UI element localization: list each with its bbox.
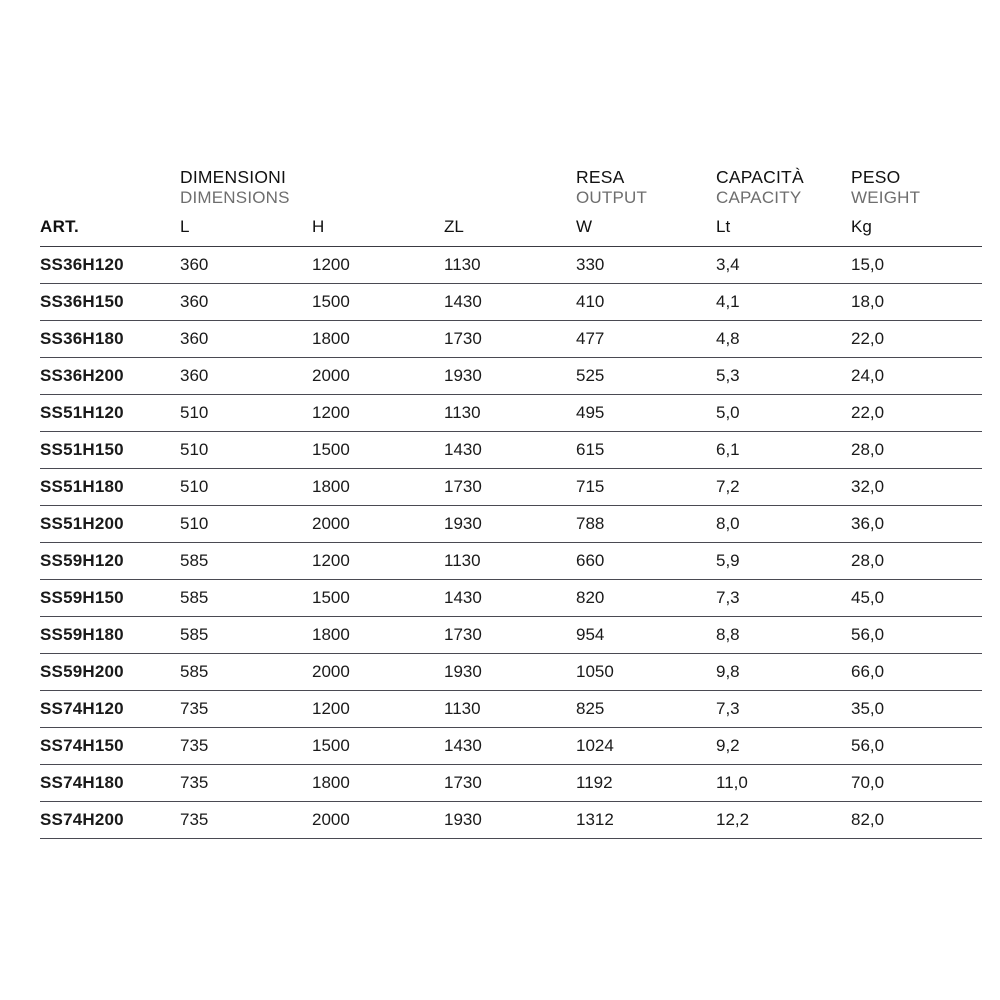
column-header-l: L — [180, 216, 190, 236]
cell-l: 735 — [180, 764, 312, 801]
cell-h: 1800 — [312, 616, 444, 653]
cell-h: 1500 — [312, 579, 444, 616]
cell-l: 510 — [180, 394, 312, 431]
cell-h: 1800 — [312, 764, 444, 801]
cell-kg: 22,0 — [851, 320, 982, 357]
cell-h: 2000 — [312, 801, 444, 838]
group-label-it: PESO — [851, 167, 901, 187]
cell-w: 495 — [576, 394, 716, 431]
cell-lt: 4,1 — [716, 283, 851, 320]
cell-kg: 28,0 — [851, 542, 982, 579]
cell-art: SS36H200 — [40, 357, 180, 394]
column-header-art: ART. — [40, 216, 79, 236]
cell-lt: 4,8 — [716, 320, 851, 357]
cell-art: SS74H120 — [40, 690, 180, 727]
cell-zl: 1930 — [444, 653, 576, 690]
group-header-peso — [851, 168, 982, 217]
cell-lt: 3,4 — [716, 246, 851, 283]
table-row — [40, 579, 982, 616]
cell-l: 585 — [180, 653, 312, 690]
cell-lt: 5,9 — [716, 542, 851, 579]
group-header-capacita — [716, 168, 851, 217]
cell-zl: 1930 — [444, 357, 576, 394]
table-header — [40, 168, 982, 246]
group-header-empty — [40, 168, 180, 217]
cell-art: SS74H150 — [40, 727, 180, 764]
cell-lt: 7,3 — [716, 579, 851, 616]
cell-kg: 22,0 — [851, 394, 982, 431]
table-row — [40, 357, 982, 394]
cell-kg: 28,0 — [851, 431, 982, 468]
group-header-row — [40, 168, 982, 217]
cell-lt: 8,0 — [716, 505, 851, 542]
cell-w: 477 — [576, 320, 716, 357]
group-label-en: CAPACITY — [716, 187, 802, 207]
cell-h: 1200 — [312, 542, 444, 579]
cell-l: 735 — [180, 801, 312, 838]
cell-art: SS36H150 — [40, 283, 180, 320]
table-row — [40, 320, 982, 357]
group-header-dimensioni — [180, 168, 576, 217]
column-header-w: W — [576, 216, 593, 236]
cell-zl: 1130 — [444, 394, 576, 431]
cell-zl: 1430 — [444, 283, 576, 320]
cell-h: 1200 — [312, 246, 444, 283]
cell-w: 1024 — [576, 727, 716, 764]
cell-lt: 6,1 — [716, 431, 851, 468]
cell-l: 360 — [180, 320, 312, 357]
group-label-en: DIMENSIONS — [180, 187, 290, 207]
cell-l: 735 — [180, 690, 312, 727]
cell-w: 1312 — [576, 801, 716, 838]
cell-zl: 1930 — [444, 505, 576, 542]
cell-w: 410 — [576, 283, 716, 320]
column-header-row — [40, 217, 982, 247]
cell-kg: 56,0 — [851, 616, 982, 653]
cell-art: SS59H120 — [40, 542, 180, 579]
cell-kg: 45,0 — [851, 579, 982, 616]
cell-lt: 7,3 — [716, 690, 851, 727]
cell-l: 585 — [180, 542, 312, 579]
cell-l: 585 — [180, 579, 312, 616]
table-row — [40, 653, 982, 690]
table-row — [40, 468, 982, 505]
cell-lt: 7,2 — [716, 468, 851, 505]
table-row — [40, 246, 982, 283]
cell-kg: 32,0 — [851, 468, 982, 505]
cell-lt: 5,3 — [716, 357, 851, 394]
cell-h: 1500 — [312, 431, 444, 468]
cell-w: 788 — [576, 505, 716, 542]
cell-kg: 56,0 — [851, 727, 982, 764]
cell-zl: 1130 — [444, 246, 576, 283]
cell-zl: 1730 — [444, 468, 576, 505]
table-row — [40, 542, 982, 579]
cell-l: 510 — [180, 505, 312, 542]
column-header-kg: Kg — [851, 216, 872, 236]
table-row — [40, 283, 982, 320]
cell-zl: 1430 — [444, 431, 576, 468]
column-header-zl: ZL — [444, 216, 464, 236]
cell-h: 2000 — [312, 357, 444, 394]
group-header-resa — [576, 168, 716, 217]
cell-w: 330 — [576, 246, 716, 283]
cell-h: 1500 — [312, 283, 444, 320]
cell-l: 360 — [180, 283, 312, 320]
cell-zl: 1430 — [444, 579, 576, 616]
cell-kg: 36,0 — [851, 505, 982, 542]
cell-zl: 1730 — [444, 320, 576, 357]
cell-h: 2000 — [312, 653, 444, 690]
cell-kg: 66,0 — [851, 653, 982, 690]
cell-h: 2000 — [312, 505, 444, 542]
cell-h: 1200 — [312, 394, 444, 431]
cell-w: 660 — [576, 542, 716, 579]
group-label-en: OUTPUT — [576, 187, 648, 207]
cell-art: SS74H200 — [40, 801, 180, 838]
cell-w: 715 — [576, 468, 716, 505]
cell-zl: 1930 — [444, 801, 576, 838]
cell-zl: 1430 — [444, 727, 576, 764]
table-row — [40, 505, 982, 542]
cell-h: 1500 — [312, 727, 444, 764]
table-row — [40, 690, 982, 727]
cell-zl: 1730 — [444, 764, 576, 801]
group-label-en: WEIGHT — [851, 187, 921, 207]
table-row — [40, 801, 982, 838]
cell-h: 1800 — [312, 320, 444, 357]
cell-kg: 15,0 — [851, 246, 982, 283]
group-label-it: CAPACITÀ — [716, 167, 804, 187]
cell-w: 1192 — [576, 764, 716, 801]
table-row — [40, 616, 982, 653]
cell-w: 954 — [576, 616, 716, 653]
cell-l: 510 — [180, 468, 312, 505]
cell-kg: 82,0 — [851, 801, 982, 838]
cell-w: 1050 — [576, 653, 716, 690]
cell-l: 510 — [180, 431, 312, 468]
table-row — [40, 727, 982, 764]
cell-kg: 24,0 — [851, 357, 982, 394]
column-header-lt: Lt — [716, 216, 731, 236]
cell-w: 825 — [576, 690, 716, 727]
cell-w: 615 — [576, 431, 716, 468]
cell-lt: 9,2 — [716, 727, 851, 764]
cell-l: 735 — [180, 727, 312, 764]
group-label-it: DIMENSIONI — [180, 167, 287, 187]
cell-w: 820 — [576, 579, 716, 616]
cell-l: 360 — [180, 357, 312, 394]
cell-art: SS59H150 — [40, 579, 180, 616]
cell-zl: 1130 — [444, 690, 576, 727]
cell-art: SS74H180 — [40, 764, 180, 801]
cell-art: SS36H120 — [40, 246, 180, 283]
table-body — [40, 246, 982, 838]
cell-art: SS51H150 — [40, 431, 180, 468]
group-label-it: RESA — [576, 167, 625, 187]
column-header-h: H — [312, 216, 325, 236]
cell-h: 1200 — [312, 690, 444, 727]
cell-w: 525 — [576, 357, 716, 394]
cell-lt: 11,0 — [716, 764, 851, 801]
cell-zl: 1130 — [444, 542, 576, 579]
cell-h: 1800 — [312, 468, 444, 505]
cell-lt: 8,8 — [716, 616, 851, 653]
cell-lt: 12,2 — [716, 801, 851, 838]
cell-lt: 5,0 — [716, 394, 851, 431]
specifications-table — [40, 168, 982, 839]
cell-lt: 9,8 — [716, 653, 851, 690]
cell-art: SS51H200 — [40, 505, 180, 542]
cell-art: SS59H200 — [40, 653, 180, 690]
cell-art: SS36H180 — [40, 320, 180, 357]
table-row — [40, 394, 982, 431]
cell-l: 585 — [180, 616, 312, 653]
cell-art: SS59H180 — [40, 616, 180, 653]
cell-kg: 70,0 — [851, 764, 982, 801]
cell-art: SS51H120 — [40, 394, 180, 431]
table-row — [40, 764, 982, 801]
cell-zl: 1730 — [444, 616, 576, 653]
cell-kg: 35,0 — [851, 690, 982, 727]
table-row — [40, 431, 982, 468]
cell-kg: 18,0 — [851, 283, 982, 320]
cell-art: SS51H180 — [40, 468, 180, 505]
cell-l: 360 — [180, 246, 312, 283]
